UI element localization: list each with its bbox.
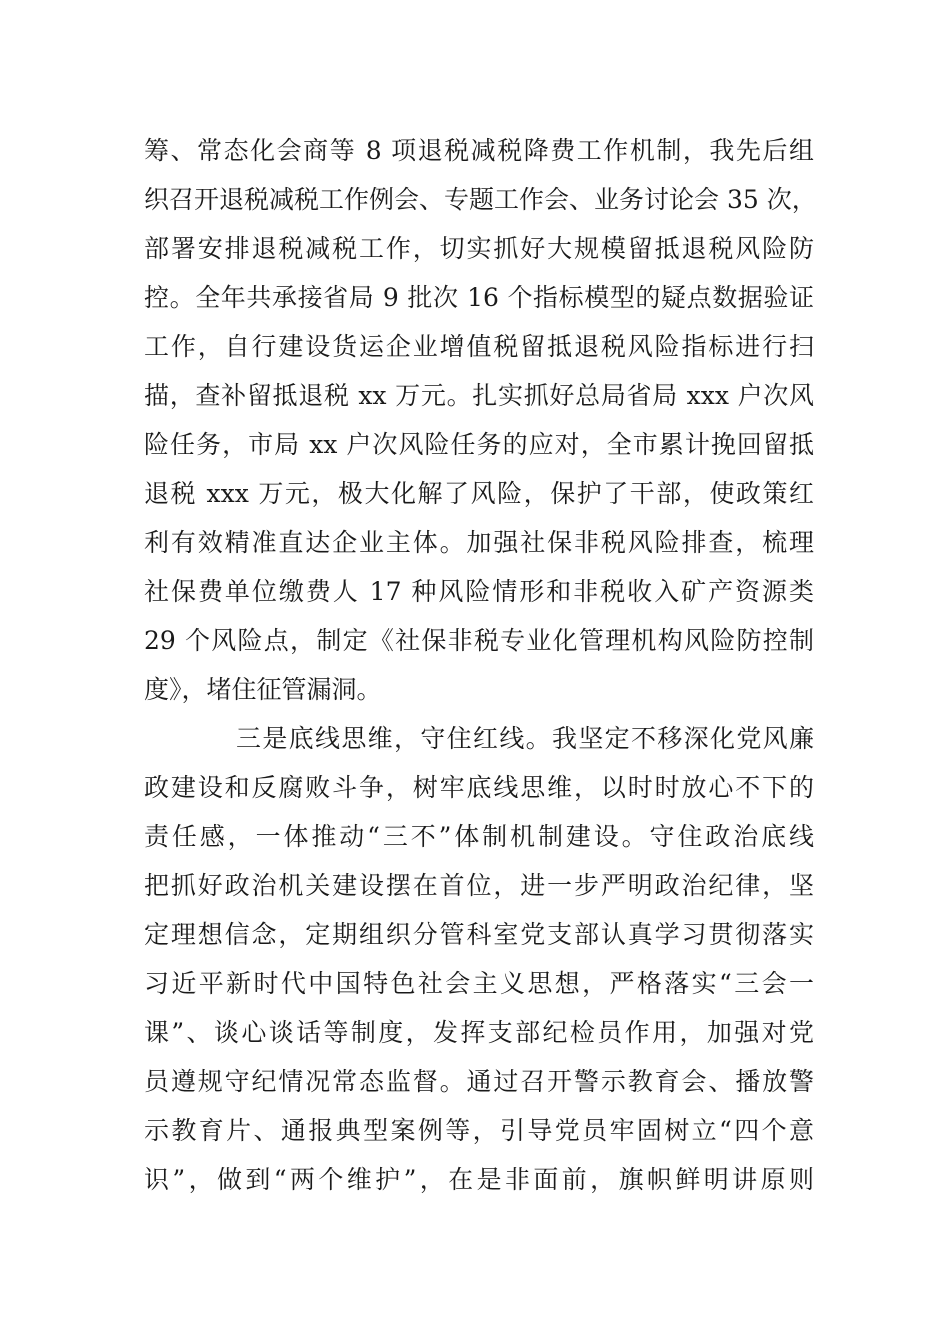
text-line: 利有效精准直达企业主体。加强社保非税风险排查，梳理 — [144, 528, 814, 557]
text-line: 识”，做到“两个维护”，在是非面前，旗帜鲜明讲原则 — [144, 1165, 814, 1194]
text-line: 部署安排退税减税工作，切实抓好大规模留抵退税风险防 — [144, 234, 814, 263]
text-line: 员遵规守纪情况常态监督。通过召开警示教育会、播放警 — [144, 1067, 814, 1096]
text-line: 度》，堵住征管漏洞。 — [144, 675, 382, 704]
text-line: 工作，自行建设货运企业增值税留抵退税风险指标进行扫 — [144, 332, 814, 361]
text-line: 退税 xxx 万元，极大化解了风险，保护了干部，使政策红 — [144, 479, 814, 508]
text-line: 筹、常态化会商等 8 项退税减税降费工作机制，我先后组 — [144, 136, 814, 165]
text-line: 责任感，一体推动“三不”体制机制建设。守住政治底线 — [144, 822, 814, 851]
text-line: 政建设和反腐败斗争，树牢底线思维，以时时放心不下的 — [144, 773, 814, 802]
text-line: 织召开退税减税工作例会、专题工作会、业务讨论会 35 次， — [144, 185, 817, 214]
text-line: 把抓好政治机关建设摆在首位，进一步严明政治纪律，坚 — [144, 871, 814, 900]
text-line: 定理想信念，定期组织分管科室党支部认真学习贯彻落实 — [144, 920, 814, 949]
text-line: 习近平新时代中国特色社会主义思想，严格落实“三会一 — [144, 969, 814, 998]
text-line: 课”、谈心谈话等制度，发挥支部纪检员作用，加强对党 — [144, 1018, 814, 1047]
body-text — [144, 126, 817, 1204]
text-line: 社保费单位缴费人 17 种风险情形和非税收入矿产资源类 — [144, 577, 814, 606]
paragraph-heading-line: 三是底线思维，守住红线。我坚定不移深化党风廉 — [236, 724, 814, 753]
text-line: 描，查补留抵退税 xx 万元。扎实抓好总局省局 xxx 户次风 — [144, 381, 814, 410]
text-line: 控。全年共承接省局 9 批次 16 个指标模型的疑点数据验证 — [144, 283, 814, 312]
text-line: 险任务，市局 xx 户次风险任务的应对，全市累计挽回留抵 — [144, 430, 814, 459]
text-line: 示教育片、通报典型案例等，引导党员牢固树立“四个意 — [144, 1116, 814, 1145]
text-line: 29 个风险点，制定《社保非税专业化管理机构风险防控制 — [144, 626, 814, 655]
